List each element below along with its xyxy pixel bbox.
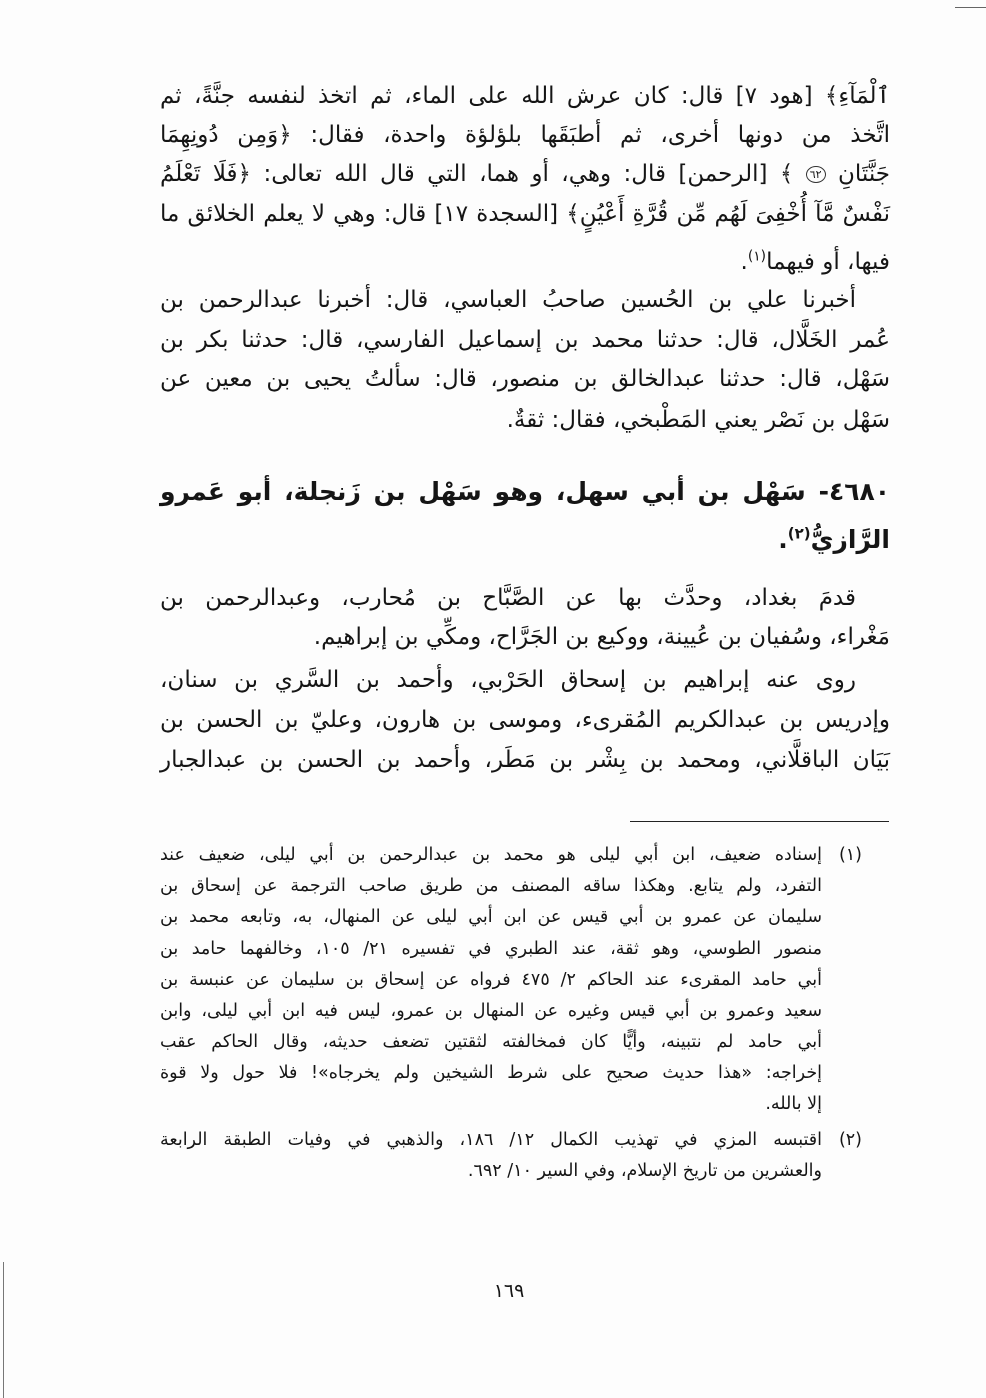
footnote-line: سعيد وعمرو بن أبي قيس وغيره عن المنهال بن عمرو، ليس فيه ابن أبي ليلى، وابن	[160, 1001, 822, 1021]
text-line	[160, 242, 890, 282]
line-segment: ﴾ [الرحمن] قال: وهي، أو هما، التي قال الله تعالى: ﴿فَلَا تَعْلَمُ	[160, 161, 794, 187]
footnote-label: (١)	[838, 845, 862, 865]
text-line: عُمر الخَلَّال، قال: حدثنا محمد بن إسماعيل الفارسي، قال: حدثنا بكر بن	[160, 327, 890, 353]
text-line: قدمَ بغداد، وحدَّث بها عن الصَّبَّاح بن مُحارب، وعبدالرحمن بن	[160, 585, 856, 611]
line-segment: .	[778, 525, 788, 554]
text-line: أخبرنا علي بن الحُسين صاحبُ العباسي، قال: أخبرنا عبدالرحمن بن	[160, 287, 856, 313]
line-segment: جَنَّتَانِ	[838, 161, 891, 187]
scan-edge-line	[3, 1262, 4, 1398]
text-line: نَفْسٌ مَّآ أُخْفِىَ لَهُم مِّن قُرَّةِ أَعْيُنٍ﴾ [السجدة ١٧] قال: وهي لا يعلم الخلائق ما	[160, 201, 891, 227]
text-line: وإدريس بن عبدالكريم المُقرىء، وموسى بن هارون، وعليّ بن الحسن بن	[160, 707, 890, 733]
text-line: اتَّخذ من دونها أخرى، ثم أطبَقَها بلؤلؤة واحدة، فقال: ﴿وَمِن دُونِهِمَا	[160, 122, 890, 148]
footnote-label: (٢)	[838, 1130, 862, 1150]
text-line: روى عنه إبراهيم بن إسحاق الحَرْبي، وأحمد بن السَّري بن سنان،	[160, 667, 856, 693]
text-line: ٱلْمَآءِ﴾ [هود ٧] قال: كان عرش الله على الماء، ثم اتخذ لنفسه جنَّةً، ثم	[160, 83, 890, 109]
page-number: ١٦٩	[493, 1280, 525, 1302]
line-segment: الرَّازيُّ	[810, 525, 890, 554]
heading-line	[160, 517, 890, 563]
footnote-line: إسناده ضعيف، ابن أبي ليلى هو محمد بن عبدالرحمن بن أبي ليلى، ضعيف عند	[160, 845, 822, 865]
footnote-line: منصور الطوسي، وهو ثقة، عند الطبري في تفسيره ٢١/ ١٠٥، وخالفهما حامد بن	[160, 939, 822, 959]
footnote-line: التفرد، ولم يتابع. وهكذا ساقه المصنف من طريق صاحب الترجمة عن إسحاق بن	[160, 876, 822, 896]
text-line: سَهْل، قال: حدثنا عبدالخالق بن منصور، قال: سألتُ يحيى بن معين عن	[160, 366, 890, 392]
text-line: سَهْل بن نَصْر يعني المَطْبخي، فقال: ثقةٌ.	[506, 407, 890, 433]
footnote-line: اقتبسه المزي في تهذيب الكمال ١٢/ ١٨٦، والذهبي في وفيات الطبقة الرابعة	[160, 1130, 822, 1150]
ayah-number-marker: ٦٢	[806, 166, 826, 183]
heading-line: ٤٦٨٠- سَهْل بن أبي سهل، وهو سَهْل بن زَنجلة، أبو عَمرو	[160, 477, 890, 506]
footnote-separator	[630, 821, 889, 822]
line-segment: .	[740, 249, 748, 275]
text-line: بَيَان الباقلَّاني، ومحمد بن بِشْر بن مَطَر، وأحمد بن الحسن بن عبدالجبار	[160, 747, 890, 773]
footnote-line: أبي حامد لم نتبينه، وأيًّا كان فمخالفته لثقتين تضعف حديثه، وقال الحاكم عقب	[160, 1032, 822, 1052]
footnote-ref: (٢)	[787, 524, 811, 543]
footnote-line: والعشرين من تاريخ الإسلام، وفي السير ١٠/ ٦٩٢.	[467, 1161, 822, 1181]
footnote-line: سليمان عن عمرو بن أبي قيس عن ابن أبي ليلى عن المنهال، به، وتابعه محمد بن	[160, 907, 822, 927]
scan-edge-line	[955, 7, 986, 8]
footnote-line: إلا بالله.	[765, 1094, 822, 1114]
footnote-ref: (١)	[747, 248, 767, 265]
text-line	[160, 154, 890, 194]
text-line: مَغْراء، وسُفيان بن عُيينة، ووكيع بن الجَرَّاح، ومكِّي بن إبراهيم.	[313, 624, 890, 650]
footnote-line: إخراجه: «هذا حديث صحيح على شرط الشيخين ولم يخرجاه»! فلا حول ولا قوة	[160, 1063, 822, 1083]
line-segment: فيها، أو فيهما	[766, 249, 890, 275]
footnote-line: أبي حامد المقرىء عند الحاكم ٢/ ٤٧٥ فرواه عن إسحاق بن سليمان عن عنبسة بن	[160, 970, 822, 990]
